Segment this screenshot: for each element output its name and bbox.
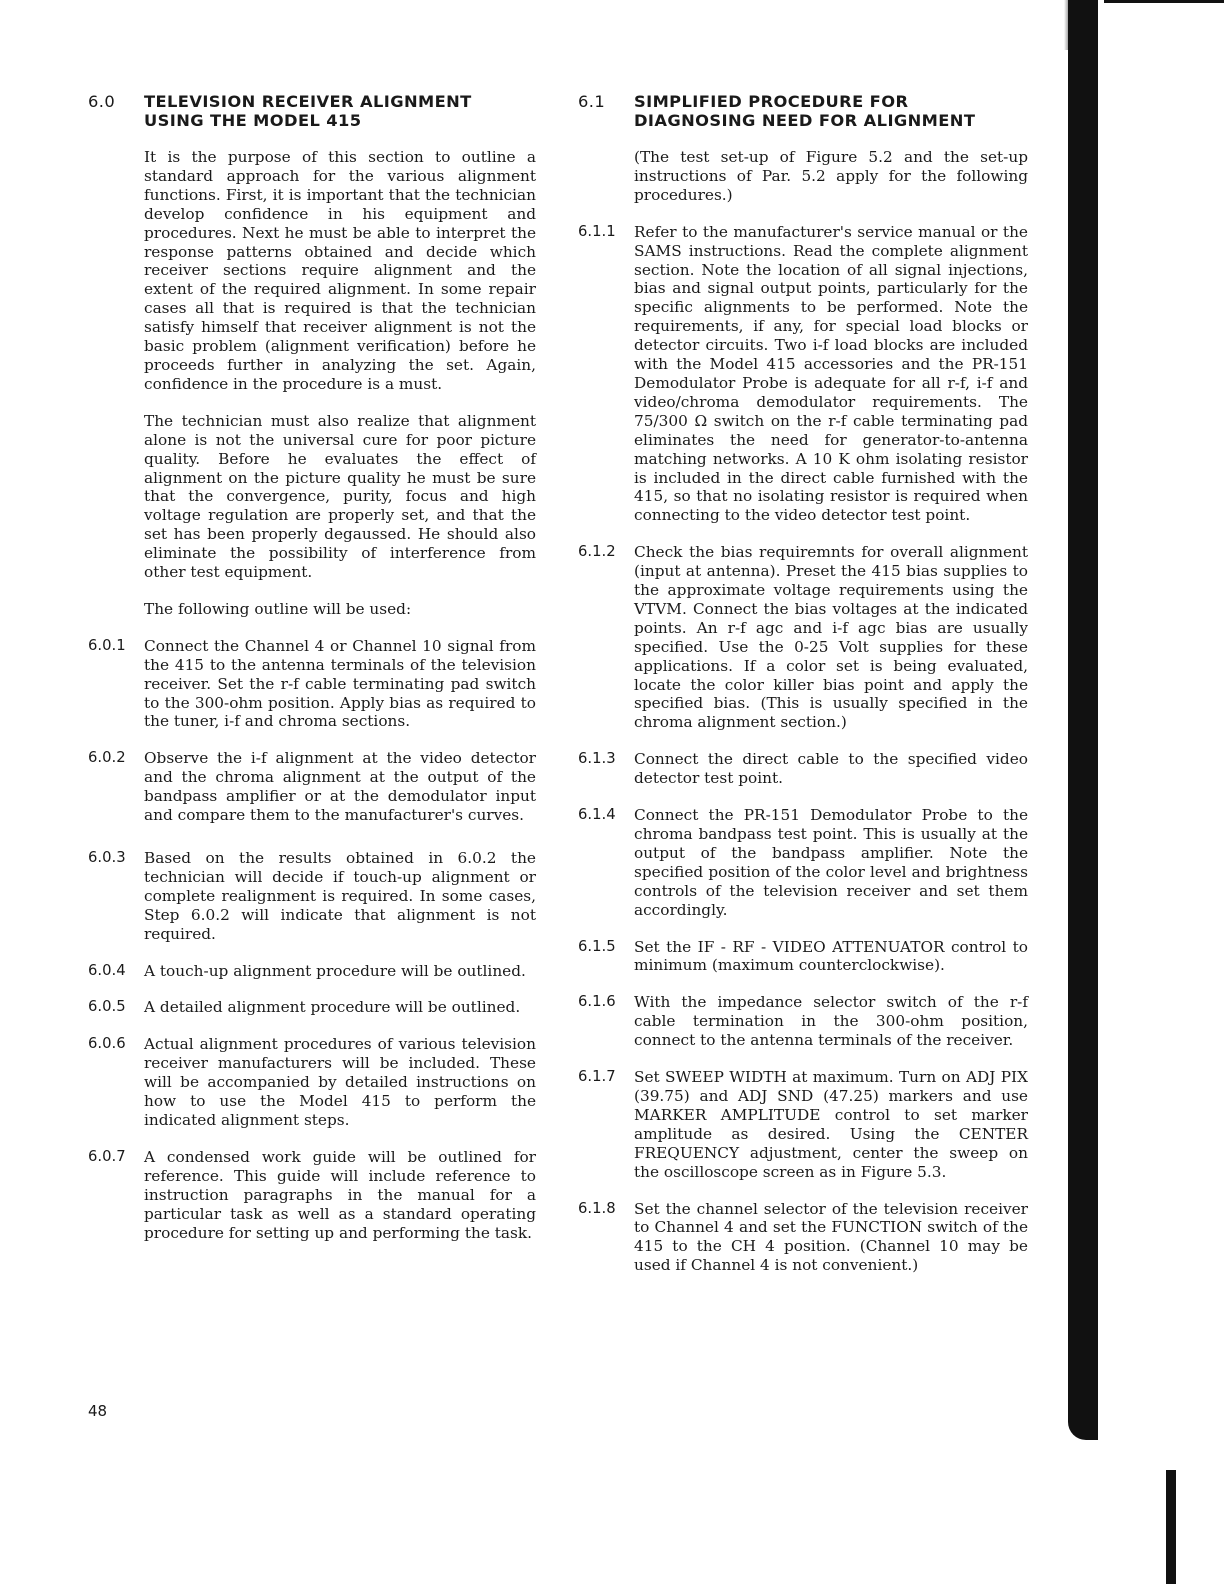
step-number: 6.0.6	[88, 1035, 126, 1053]
step-text: Connect the PR-151 Demodulator Probe to the chroma bandpass test point. This is usually at the output of the bandpass amplifier. Note the specified position of the color level and brightness controls of the television receiver and set them accordingly.	[634, 806, 1028, 919]
step-number: 6.0.4	[88, 961, 126, 979]
page-number: 48	[88, 1402, 108, 1420]
section-number: 6.1	[578, 92, 606, 111]
step-text: Set SWEEP WIDTH at maximum. Turn on ADJ PIX (39.75) and ADJ SND (47.25) markers and use MARKER AMPLITUDE control to set marker amplitude as desired. Using the CENTER FREQUENCY adjustment, center the sweep on the oscilloscope screen as in Figure 5.3.	[634, 1068, 1028, 1181]
page-edge-shadow	[1074, 0, 1224, 1440]
step-number: 6.0.7	[88, 1147, 126, 1165]
step-number: 6.1.5	[578, 937, 616, 955]
step-number: 6.1.1	[578, 222, 616, 240]
step-6-1-8	[578, 1200, 1028, 1276]
step-6-1-4	[578, 806, 1028, 919]
intro-paragraph: It is the purpose of this section to outline a standard approach for the various alignment functions. First, it is important that the technician develop confidence in his equipment and procedures. Next he must be able to interpret the response patterns obtained and decide which receiver sections require alignment and the extent of the required alignment. In some repair cases all that is required is that the technician satisfy himself that receiver alignment is not the basic problem (alignment verification) before he proceeds further in analyzing the set. Again, confidence in the procedure is a must.	[144, 148, 536, 393]
step-number: 6.1.3	[578, 750, 616, 768]
step-text: A touch-up alignment procedure will be outlined.	[144, 961, 526, 980]
step-6-0-6	[88, 1035, 536, 1130]
step-number: 6.0.1	[88, 636, 126, 654]
step-text: Check the bias requiremnts for overall alignment (input at antenna). Preset the 415 bias supplies to the approximate voltage requirements using the VTVM. Connect the bias voltages at the indicated points. An r-f agc and i-f agc bias are usually specified. Use the 0-25 Volt supplies for these applications. If a color set is being evaluated, locate the color killer bias point and apply the specified bias. (This is usually specified in the chroma alignment section.)	[634, 543, 1028, 732]
step-text: Set the channel selector of the television receiver to Channel 4 and set the FUNCTION switch of the 415 to the CH 4 position. (Channel 10 may be used if Channel 4 is not convenient.)	[634, 1199, 1028, 1275]
step-number: 6.1.7	[578, 1068, 616, 1086]
step-number: 6.1.4	[578, 806, 616, 824]
step-number: 6.1.2	[578, 543, 616, 561]
intro-block	[578, 148, 1028, 205]
edge-black-bar	[1068, 0, 1098, 1440]
section-heading-6-1	[578, 92, 1028, 130]
step-text: A condensed work guide will be outlined for reference. This guide will include reference to instruction paragraphs in the manual for a particular task as well as a standard operating procedure for setting up and performing the task.	[144, 1147, 536, 1242]
step-text: Connect the direct cable to the specified video detector test point.	[634, 750, 1028, 788]
step-number: 6.1.8	[578, 1199, 616, 1217]
step-6-0-4	[88, 962, 536, 981]
step-text: With the impedance selector switch of the r-f cable termination in the 300-ohm position, connect to the antenna terminals of the receiver.	[634, 993, 1028, 1050]
section-heading-6-0	[88, 92, 536, 130]
step-6-0-3	[88, 849, 536, 944]
step-6-1-5	[578, 938, 1028, 976]
edge-top-rule	[1104, 0, 1224, 3]
step-text: Refer to the manufacturer's service manual or the SAMS instructions. Read the complete alignment section. Note the location of all signal injections, bias and signal output points, particularly for the specific alignments to be performed. Note the requirements, if any, for special load blocks or detector circuits. Two i-f load blocks are included with the Model 415 accessories and the PR-151 Demodulator Probe is adequate for all r-f, i-f and video/chroma demodulator requirements. The 75/300 Ω switch on the r-f cable terminating pad eliminates the need for generator-to-antenna matching networks. A 10 K ohm isolating resistor is included in the direct cable furnished with the 415, so that no isolating resistor is required when connecting to the video detector test point.	[634, 222, 1028, 525]
step-6-1-7	[578, 1068, 1028, 1181]
step-text: Set the IF - RF - VIDEO ATTENUATOR control to minimum (maximum counterclockwise).	[634, 937, 1028, 975]
step-6-0-7	[88, 1148, 536, 1243]
step-number: 6.0.3	[88, 849, 126, 866]
section-number: 6.0	[88, 92, 116, 111]
step-6-0-2	[88, 749, 536, 825]
step-6-1-2	[578, 543, 1028, 732]
step-6-1-3	[578, 750, 1028, 788]
step-text: Based on the results obtained in 6.0.2 the technician will decide if touch-up alignment or complete realignment is required. In some cases, Step 6.0.2 will indicate that alignment is not required.	[144, 849, 536, 943]
intro-block	[88, 148, 536, 637]
step-6-1-1	[578, 223, 1028, 526]
intro-paragraph: (The test set-up of Figure 5.2 and the set-up instructions of Par. 5.2 apply for the following procedures.)	[634, 148, 1028, 204]
section-title: SIMPLIFIED PROCEDURE FOR DIAGNOSING NEED FOR ALIGNMENT	[634, 92, 976, 130]
step-number: 6.1.6	[578, 993, 616, 1011]
step-number: 6.0.5	[88, 998, 126, 1016]
step-text: Actual alignment procedures of various television receiver manufacturers will be included. These will be accompanied by detailed instructions on how to use the Model 415 to perform the indicated alignment steps.	[144, 1035, 536, 1129]
step-6-1-6	[578, 993, 1028, 1050]
bottom-edge-mark	[1166, 1470, 1176, 1584]
step-6-0-1	[88, 637, 536, 732]
step-text: Connect the Channel 4 or Channel 10 signal from the 415 to the antenna terminals of the television receiver. Set the r-f cable terminating pad switch to the 300-ohm position. Apply bias as required to the tuner, i-f and chroma sections.	[144, 636, 536, 731]
step-text: A detailed alignment procedure will be outlined.	[144, 998, 521, 1017]
left-column	[88, 92, 536, 1260]
right-column	[578, 92, 1028, 1293]
intro-paragraph: The technician must also realize that alignment alone is not the universal cure for poor picture quality. Before he evaluates the effect of alignment on the picture quality he must be sure that the convergence, purity, focus and high voltage regulation are properly set, and that the set has been properly degaussed. He should also eliminate the possibility of interference from other test equipment.	[144, 411, 536, 582]
intro-paragraph: The following outline will be used:	[144, 599, 412, 618]
step-text: Observe the i-f alignment at the video detector and the chroma alignment at the output of the bandpass amplifier or at the demodulator input and compare them to the manufacturer's curves.	[144, 749, 536, 825]
step-number: 6.0.2	[88, 749, 126, 767]
section-title: TELEVISION RECEIVER ALIGNMENT USING THE MODEL 415	[144, 92, 472, 130]
step-6-0-5	[88, 998, 536, 1017]
